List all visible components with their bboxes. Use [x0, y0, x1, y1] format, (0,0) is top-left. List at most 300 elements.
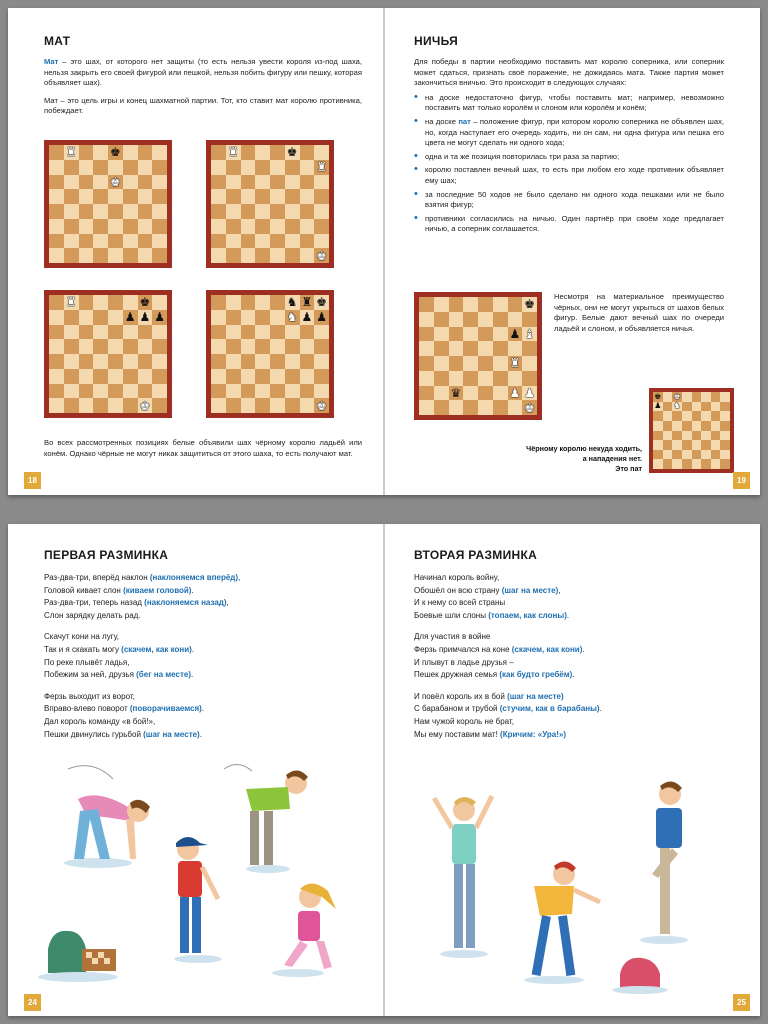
board-square [226, 219, 241, 234]
board-square [663, 421, 673, 431]
caption-line: Чёрному королю некуда ходить, [526, 444, 642, 453]
board-square [93, 369, 108, 384]
board-square [653, 411, 663, 421]
board-square [108, 325, 123, 340]
board-square [49, 160, 64, 175]
chessboard-stalemate [649, 388, 734, 473]
board-square [711, 392, 721, 402]
board-square [226, 354, 241, 369]
board-square [478, 400, 493, 415]
board-square [720, 450, 730, 460]
board-square [123, 369, 138, 384]
poem-stanza [44, 572, 240, 622]
board-square [493, 386, 508, 401]
board-square [138, 189, 153, 204]
board-square [419, 400, 434, 415]
board-square [152, 339, 167, 354]
board-square [449, 356, 464, 371]
page-title-draw: НИЧЬЯ [414, 34, 459, 48]
board-square [226, 339, 241, 354]
board-square [49, 339, 64, 354]
poem-line: Для участия в войне [414, 632, 491, 642]
board-square [711, 411, 721, 421]
board-square [692, 392, 702, 402]
board-square [255, 189, 270, 204]
poem-action: (поворачиваемся) [129, 704, 202, 714]
board-square [419, 327, 434, 342]
board-square [49, 175, 64, 190]
poem-line: Скачут кони на лугу, [44, 632, 120, 642]
board-square [663, 411, 673, 421]
board-square [314, 310, 329, 325]
black-rook-icon: ♜ [301, 295, 313, 310]
mate-text [44, 57, 362, 124]
board-square [211, 310, 226, 325]
board-square [255, 384, 270, 399]
board-square [300, 369, 315, 384]
poem-line: И плывут в ладье друзья – [414, 657, 514, 667]
board-square [314, 145, 329, 160]
board-square [211, 204, 226, 219]
board-square [255, 369, 270, 384]
board-grid [211, 145, 329, 263]
board-square [108, 339, 123, 354]
board-square [49, 189, 64, 204]
board-square [64, 325, 79, 340]
chessboard-mate-2 [206, 140, 334, 268]
poem-stanza [414, 691, 602, 741]
board-square [493, 400, 508, 415]
board-square [255, 219, 270, 234]
poem-punct: , [238, 573, 241, 582]
board-square [211, 219, 226, 234]
board-square [434, 386, 449, 401]
board-square [64, 204, 79, 219]
board-square [285, 339, 300, 354]
poem-action: (наклоняемся вперёд) [149, 573, 239, 582]
board-square [138, 325, 153, 340]
board-square [419, 356, 434, 371]
board-square [672, 411, 682, 421]
board-square [138, 384, 153, 399]
board-square [300, 325, 315, 340]
board-square [692, 421, 702, 431]
board-square [493, 327, 508, 342]
board-square [711, 459, 721, 469]
board-square [226, 160, 241, 175]
board-square [663, 431, 673, 441]
board-square [270, 160, 285, 175]
board-square [434, 371, 449, 386]
poem-line: Ферзь примчался на коне [414, 644, 512, 654]
board-square [226, 248, 241, 263]
child-arms-raised [434, 796, 492, 958]
board-square [300, 310, 315, 325]
board-square [138, 234, 153, 249]
poem-punct: . [572, 670, 575, 680]
poem-action: (шаг на месте) [143, 729, 200, 739]
black-king-icon: ♚ [109, 145, 121, 160]
board-square [314, 204, 329, 219]
caption-line: Это пат [615, 464, 642, 473]
board-square [672, 450, 682, 460]
black-pawn-icon: ♟ [139, 310, 151, 325]
white-pawn-icon: ♟ [509, 385, 521, 400]
poem-line: По реке плывёт ладья, [44, 657, 130, 667]
board-square [463, 297, 478, 312]
board-square [463, 327, 478, 342]
board-square [701, 411, 711, 421]
board-square [493, 356, 508, 371]
board-square [64, 175, 79, 190]
board-square [270, 189, 285, 204]
board-square [64, 234, 79, 249]
poem-punct: . [201, 704, 205, 714]
board-square [241, 384, 256, 399]
board-square [701, 392, 711, 402]
board-square [226, 310, 241, 325]
poem-punct: . [199, 729, 202, 739]
board-square [79, 354, 94, 369]
stalemate-caption [484, 444, 642, 474]
board-square [701, 450, 711, 460]
board-square [522, 327, 537, 342]
white-knight-icon: ♞ [673, 401, 681, 411]
board-square [138, 310, 153, 325]
poem-action: (киваем головой) [123, 585, 192, 595]
board-square [64, 384, 79, 399]
board-square [653, 421, 663, 431]
board-square [211, 325, 226, 340]
board-square [123, 354, 138, 369]
board-square [138, 145, 153, 160]
board-square [720, 402, 730, 412]
backpack [612, 958, 668, 994]
board-square [285, 189, 300, 204]
board-square [64, 354, 79, 369]
white-rook-icon: ♜ [316, 160, 327, 175]
backpack-and-chessboard [38, 931, 118, 982]
board-square [93, 219, 108, 234]
page-title-warmup-2: ВТОРАЯ РАЗМИНКА [414, 548, 538, 562]
board-square [692, 402, 702, 412]
board-square [123, 248, 138, 263]
board-square [314, 248, 329, 263]
board-square [285, 384, 300, 399]
board-square [300, 219, 315, 234]
board-square [270, 339, 285, 354]
board-square [241, 310, 256, 325]
board-grid [419, 297, 537, 415]
white-king-icon: ♚ [316, 398, 327, 413]
board-square [49, 310, 64, 325]
poem-line: Вправо-влево поворот [44, 704, 130, 714]
board-square [152, 384, 167, 399]
board-square [314, 175, 329, 190]
board-square [211, 189, 226, 204]
board-square [692, 440, 702, 450]
board-square [108, 384, 123, 399]
board-square [123, 189, 138, 204]
poem-stanza [44, 691, 240, 741]
board-square [255, 204, 270, 219]
board-square [79, 160, 94, 175]
board-square [493, 297, 508, 312]
board-square [241, 325, 256, 340]
board-square [463, 386, 478, 401]
list-item-text: – положение фигур, при котором королю соперника не объявлен шах, но, когда наступает его очередь ходить, ни он сам, ни одна фигура или пешка его цвета не могут сделать ни одного хода; [425, 116, 725, 148]
board-square [701, 459, 711, 469]
board-square [682, 450, 692, 460]
board-square [64, 295, 79, 310]
board-square [711, 421, 721, 431]
poem-line: Дал король команду «в бой!», [44, 716, 156, 726]
board-square [653, 402, 663, 412]
child-bending-forward [64, 766, 150, 868]
page-24 [8, 524, 384, 1016]
board-square [463, 312, 478, 327]
board-square [508, 341, 523, 356]
board-square [79, 219, 94, 234]
black-king-icon: ♚ [524, 297, 535, 312]
board-square [138, 160, 153, 175]
poem-line: Обошёл он всю страну [414, 585, 502, 595]
board-square [152, 145, 167, 160]
board-square [152, 175, 167, 190]
board-square [300, 339, 315, 354]
board-square [270, 354, 285, 369]
board-square [138, 295, 153, 310]
board-square [692, 431, 702, 441]
poem-action: (как будто гребём) [499, 670, 573, 680]
poem-stanza [414, 631, 602, 681]
board-square [663, 459, 673, 469]
board-square [64, 219, 79, 234]
board-square [522, 386, 537, 401]
board-square [226, 145, 241, 160]
board-square [314, 369, 329, 384]
board-square [419, 297, 434, 312]
board-square [93, 234, 108, 249]
board-square [508, 297, 523, 312]
board-square [93, 310, 108, 325]
board-square [79, 248, 94, 263]
board-square [152, 325, 167, 340]
children-marching-illustration [424, 774, 724, 994]
board-square [241, 160, 256, 175]
draw-text [414, 57, 724, 238]
board-square [449, 386, 464, 401]
poem-line: Головой кивает слон [44, 585, 124, 595]
poem-action: (стучим, как в барабаны) [499, 704, 600, 714]
board-square [49, 234, 64, 249]
top-spread [8, 8, 760, 495]
board-square [255, 145, 270, 160]
board-square [653, 392, 663, 402]
board-square [108, 189, 123, 204]
children-exercising-illustration [38, 759, 368, 989]
white-king-icon: ♚ [316, 248, 327, 263]
board-square [711, 440, 721, 450]
white-king-icon: ♚ [524, 400, 535, 415]
board-square [672, 459, 682, 469]
board-grid [49, 145, 167, 263]
board-square [79, 310, 94, 325]
poem-action: (Кричим: «Ура!») [500, 729, 566, 739]
board-square [241, 339, 256, 354]
board-square [211, 384, 226, 399]
board-square [663, 450, 673, 460]
poem-punct: . [566, 610, 570, 620]
board-square [93, 204, 108, 219]
board-square [522, 356, 537, 371]
board-square [255, 295, 270, 310]
board-square [79, 295, 94, 310]
board-square [152, 310, 167, 325]
board-square [449, 312, 464, 327]
white-king-icon: ♚ [109, 174, 121, 189]
board-square [64, 310, 79, 325]
board-square [152, 219, 167, 234]
white-pawn-icon: ♟ [524, 385, 535, 400]
black-pawn-icon: ♟ [654, 401, 662, 411]
poem-line: Пешки двинулись гурьбой [44, 729, 144, 739]
white-rook-icon: ♜ [509, 356, 521, 371]
poem-line: Так и я скакать могу [44, 644, 122, 654]
list-item: • противники согласились на ничью. Один партнёр при своём ходе предлагает ничью, а соперник соглашается. [414, 214, 724, 235]
white-rook-icon: ♜ [65, 295, 77, 310]
board-square [79, 204, 94, 219]
chessboard-mate-1 [44, 140, 172, 268]
poem-punct: . [191, 670, 194, 680]
poem-line: Боевые шли слоны [414, 610, 489, 620]
board-square [522, 341, 537, 356]
board-square [138, 204, 153, 219]
page-18 [8, 8, 384, 495]
mate-definition [44, 57, 362, 89]
page-title-mate: МАТ [44, 34, 71, 48]
board-square [152, 204, 167, 219]
board-square [314, 295, 329, 310]
caption-line: а нападения нет. [582, 454, 642, 463]
board-square [64, 160, 79, 175]
board-square [508, 356, 523, 371]
board-square [653, 450, 663, 460]
board-square [285, 310, 300, 325]
board-square [682, 402, 692, 412]
board-square [434, 312, 449, 327]
poem-action: (скачем, как кони) [511, 644, 583, 654]
board-square [226, 384, 241, 399]
board-square [508, 386, 523, 401]
board-square [123, 234, 138, 249]
poem-line: И повёл король их в бой [414, 691, 508, 701]
warmup-2-poem [414, 572, 602, 750]
board-square [211, 398, 226, 413]
board-square [255, 354, 270, 369]
poem-action: (шаг на месте) [501, 585, 559, 595]
black-pawn-icon: ♟ [509, 326, 521, 341]
poem-punct: , [558, 585, 561, 595]
poem-line: Ферзь выходит из ворот, [44, 691, 135, 701]
board-square [285, 234, 300, 249]
poem-punct: , [226, 598, 229, 608]
board-square [211, 339, 226, 354]
board-square [300, 384, 315, 399]
board-square [49, 219, 64, 234]
white-rook-icon: ♜ [227, 145, 239, 160]
board-square [64, 339, 79, 354]
list-item: • на доске недостаточно фигур, чтобы поставить мат; например, невозможно поставить мат только королём и слоном или королём и конём; [414, 93, 724, 114]
board-square [300, 175, 315, 190]
board-square [152, 234, 167, 249]
board-square [314, 325, 329, 340]
board-square [701, 421, 711, 431]
board-square [508, 371, 523, 386]
board-square [653, 431, 663, 441]
board-square [123, 175, 138, 190]
board-square [720, 431, 730, 441]
poem-line: Раз-два-три, вперёд наклон [44, 573, 150, 582]
board-square [701, 402, 711, 412]
poem-punct: . [191, 585, 194, 595]
board-square [108, 145, 123, 160]
page-number: 24 [24, 994, 41, 1011]
board-square [123, 339, 138, 354]
chessboard-perpetual [414, 292, 542, 420]
board-square [211, 369, 226, 384]
board-square [419, 371, 434, 386]
board-square [255, 234, 270, 249]
board-square [449, 327, 464, 342]
board-square [211, 295, 226, 310]
board-square [138, 369, 153, 384]
board-square [463, 356, 478, 371]
board-square [79, 145, 94, 160]
board-square [93, 160, 108, 175]
poem-stanza [414, 572, 602, 622]
board-square [79, 384, 94, 399]
board-square [241, 248, 256, 263]
board-square [682, 440, 692, 450]
board-square [493, 341, 508, 356]
board-square [270, 145, 285, 160]
board-square [255, 248, 270, 263]
board-square [108, 160, 123, 175]
board-square [711, 431, 721, 441]
board-square [152, 369, 167, 384]
board-square [701, 431, 711, 441]
board-square [285, 145, 300, 160]
board-square [314, 339, 329, 354]
poem-stanza [44, 631, 240, 681]
board-square [419, 386, 434, 401]
board-square [711, 402, 721, 412]
board-square [663, 440, 673, 450]
black-queen-icon: ♛ [450, 385, 462, 400]
board-square [672, 431, 682, 441]
board-square [211, 248, 226, 263]
board-square [93, 175, 108, 190]
board-square [64, 248, 79, 263]
child-with-cap [174, 837, 222, 963]
board-square [300, 354, 315, 369]
black-king-icon: ♚ [316, 295, 327, 310]
black-king-icon: ♚ [654, 391, 662, 401]
board-square [285, 398, 300, 413]
board-square [720, 440, 730, 450]
page-25 [384, 524, 760, 1016]
